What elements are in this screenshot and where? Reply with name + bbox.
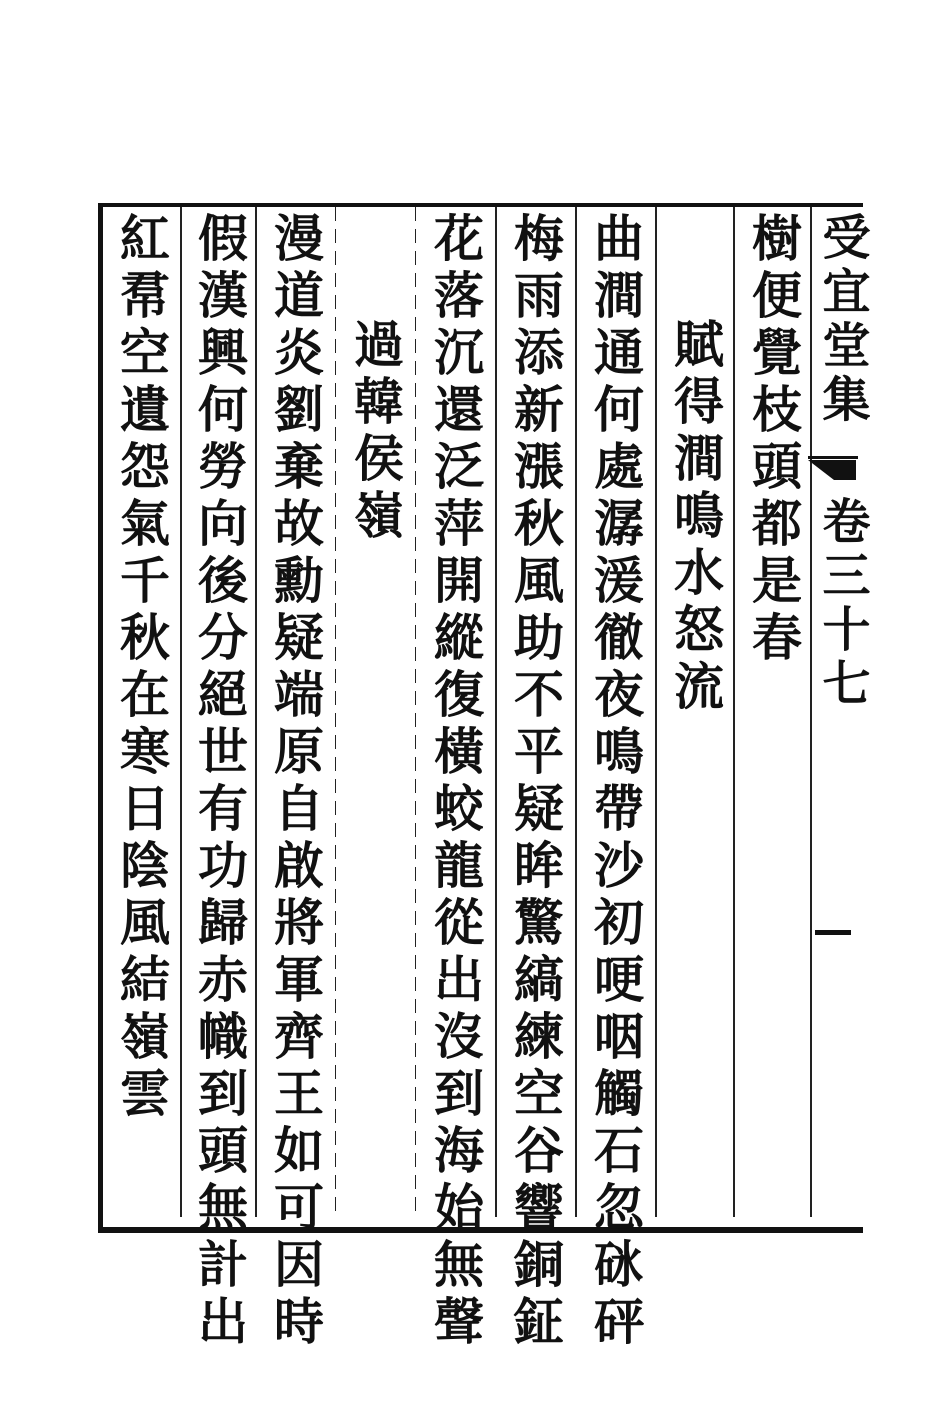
fish-tail-mark <box>808 460 856 480</box>
page-number <box>815 930 851 935</box>
text-column-8: 假漢興何勞向後分絕世有功歸赤幟到頭無計出 <box>190 212 249 1352</box>
column-divider <box>335 207 336 1217</box>
banner-rule <box>808 456 858 459</box>
column-divider <box>575 207 577 1217</box>
column-divider <box>415 207 416 1217</box>
column-divider <box>180 207 182 1217</box>
text-column-9: 紅帬空遺怨氣千秋在寒日陰風結嶺雲 <box>112 212 171 1124</box>
text-column-1: 樹便覺枝頭都是春 <box>744 212 803 668</box>
volume-label: 卷三十七 <box>814 496 870 712</box>
column-divider <box>733 207 735 1217</box>
text-column-5: 花落沉還泛萍開縱復橫蛟龍從出沒到海始無聲 <box>426 212 485 1352</box>
column-divider <box>255 207 257 1217</box>
poem-title-2: 過韓侯嶺 <box>346 318 405 546</box>
text-column-7: 漫道炎劉棄故勳疑端原自啟將軍齊王如可因時 <box>266 212 325 1352</box>
column-divider <box>495 207 497 1217</box>
column-divider <box>655 207 657 1217</box>
poem-title-1: 賦得澗鳴水怒流 <box>666 318 725 717</box>
text-column-3: 曲澗通何處潺湲徹夜鳴帶沙初哽咽觸石忽砯砰 <box>586 212 645 1352</box>
text-column-4: 梅雨添新漲秋風助不平疑眸驚縞練空谷響銅鉦 <box>506 212 565 1352</box>
book-title: 受宜堂集 <box>814 212 870 428</box>
